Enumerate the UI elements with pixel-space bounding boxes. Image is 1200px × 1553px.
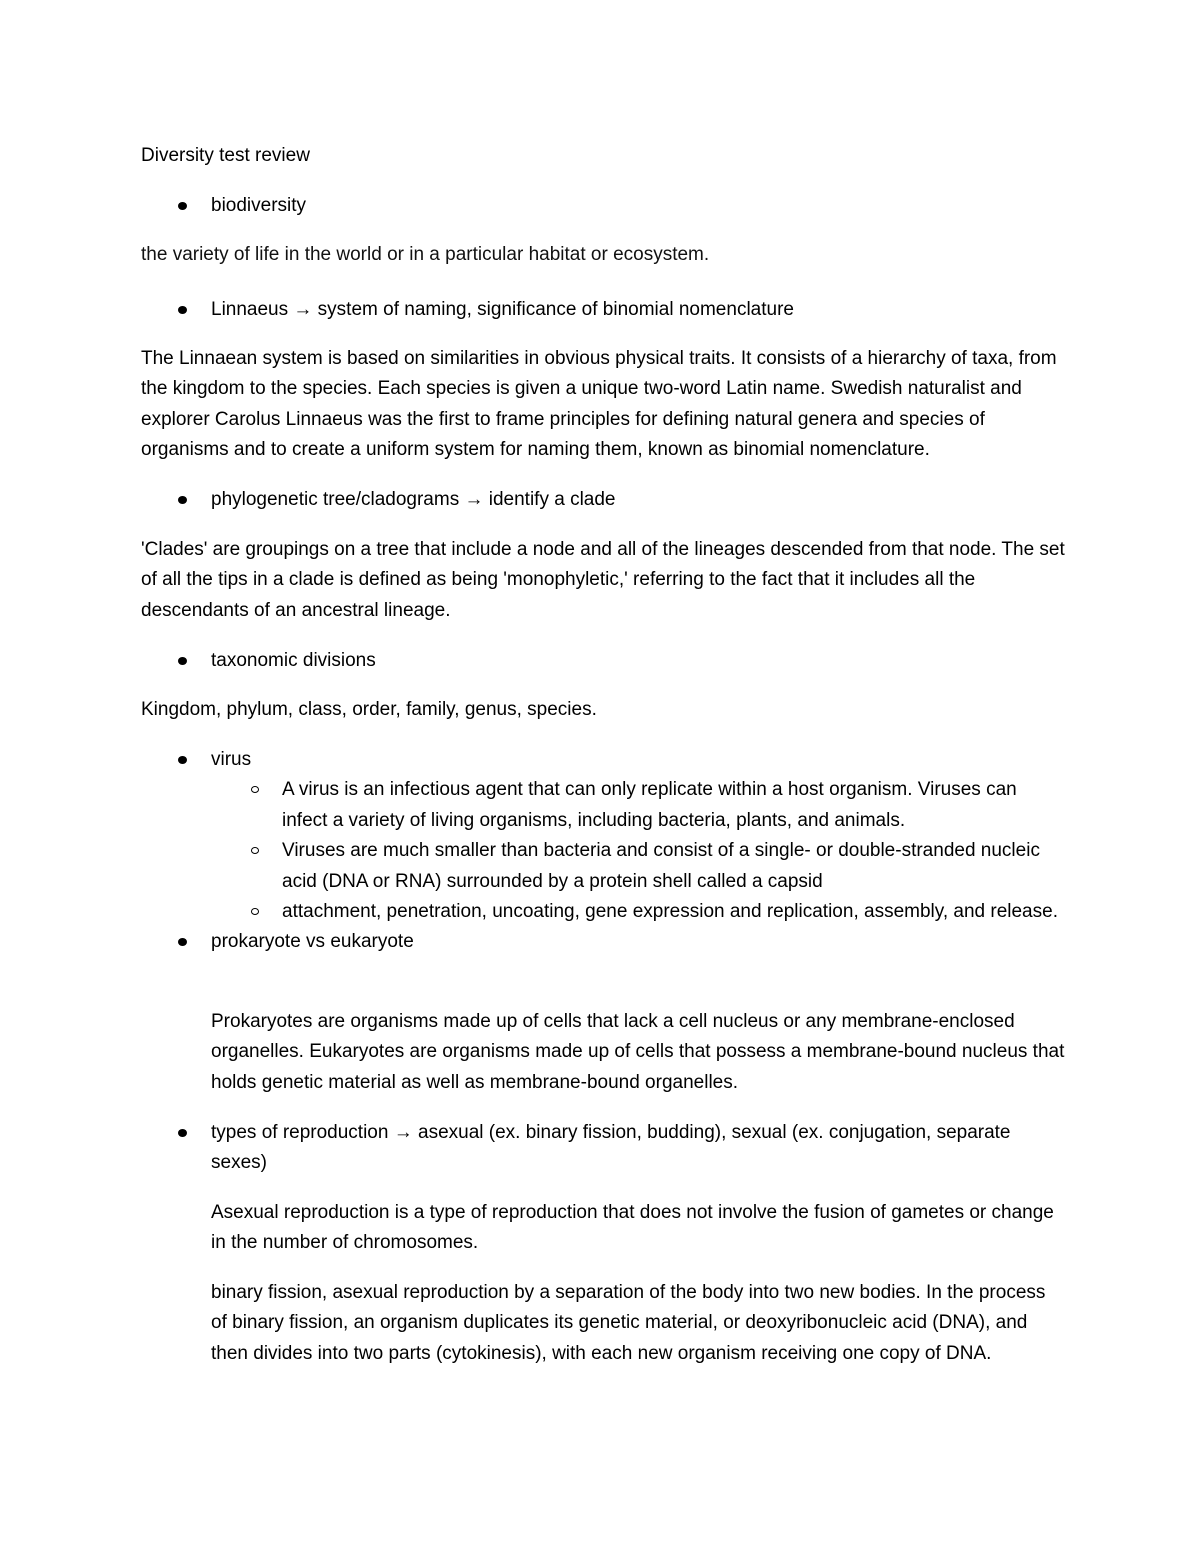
sub-bullet-icon <box>251 908 259 915</box>
bullet-icon <box>178 938 187 946</box>
bullet-item <box>141 295 1066 325</box>
bullet-linnaeus <box>141 295 1066 325</box>
sub-bullet-icon <box>251 786 259 793</box>
bullet-heading: taxonomic divisions <box>211 650 376 671</box>
sub-bullet-text: Viruses are much smaller than bacteria and consist of a single- or double-stranded nucleic acid (DNA or RNA) surrounded by a protein shell called a capsid <box>282 840 1040 892</box>
sub-bullet-item <box>141 897 1066 927</box>
document-title <box>141 141 1066 171</box>
bullet-item <box>141 485 1066 515</box>
binary-fission-paragraph <box>141 1278 1066 1369</box>
linnaeus-paragraph <box>141 344 1066 466</box>
bullet-virus <box>141 745 1066 958</box>
bullet-item <box>141 745 1066 775</box>
bullet-heading: prokaryote vs eukaryote <box>211 931 414 953</box>
paragraph-text: binary fission, asexual reproduction by a separation of the body into two new bodies. In the process of binary fission, an organism duplicates its genetic material, or deoxyribonucleic acid (DNA), and then divides into two parts (cytokinesis), with each new organism receiving one copy of DNA. <box>211 1282 1046 1364</box>
phylogenetic-paragraph <box>141 535 1066 626</box>
paragraph-text: Kingdom, phylum, class, order, family, genus, species. <box>141 699 597 720</box>
bullet-heading: types of reproduction → asexual (ex. binary fission, budding), sexual (ex. conjugation, separate sexes) <box>211 1122 1011 1174</box>
bullet-heading: virus <box>211 749 252 770</box>
bullet-icon <box>178 1129 187 1137</box>
sub-bullet-icon <box>251 847 259 854</box>
sub-bullet-item <box>141 836 1066 897</box>
bullet-icon <box>178 202 187 210</box>
bullet-taxonomic <box>141 646 1066 676</box>
bullet-heading: phylogenetic tree/cladograms → identify a clade <box>211 489 616 510</box>
bullet-icon <box>178 657 187 665</box>
paragraph-text: Asexual reproduction is a type of reproduction that does not involve the fusion of gametes or change in the number of chromosomes. <box>211 1202 1054 1254</box>
title-text: Diversity test review <box>141 145 310 166</box>
bullet-item <box>141 1118 1066 1179</box>
bullet-icon <box>178 306 187 314</box>
paragraph-text: The Linnaean system is based on similarities in obvious physical traits. It consists of a hierarchy of taxa, from the kingdom to the species. Each species is given a unique two-word Latin name. Swedish naturalist and explorer Carolus Linnaeus was the first to frame principles for defining natural genera and species of organisms and to create a uniform system for naming them, known as binomial nomenclature. <box>141 348 1057 461</box>
sub-bullet-item <box>141 775 1066 836</box>
bullet-item <box>141 927 1066 957</box>
sub-bullet-text: A virus is an infectious agent that can only replicate within a host organism. Viruses can infect a variety of living organisms, including bacteria, plants, and animals. <box>282 779 1017 831</box>
bullet-item <box>141 191 1066 221</box>
paragraph-text: Prokaryotes are organisms made up of cells that lack a cell nucleus or any membrane-enclosed organelles. Eukaryotes are organisms made up of cells that possess a membrane-bound nucleus that holds genetic material as well as membrane-bound organelles. <box>211 1011 1065 1093</box>
prokaryote-paragraph <box>141 1007 1066 1098</box>
bullet-phylogenetic <box>141 485 1066 515</box>
taxonomic-paragraph <box>141 695 1066 725</box>
bullet-biodiversity <box>141 191 1066 221</box>
asexual-paragraph <box>141 1198 1066 1259</box>
bullet-reproduction <box>141 1118 1066 1179</box>
biodiversity-definition <box>141 240 1066 270</box>
paragraph-text: the variety of life in the world or in a particular habitat or ecosystem. <box>141 244 710 265</box>
bullet-icon <box>178 496 187 504</box>
bullet-heading: Linnaeus → system of naming, significance of binomial nomenclature <box>211 299 794 320</box>
bullet-item <box>141 646 1066 676</box>
paragraph-text: 'Clades' are groupings on a tree that include a node and all of the lineages descended from that node. The set of all the tips in a clade is defined as being 'monophyletic,' referring to the fact that it includes all the descendants of an ancestral lineage. <box>141 539 1065 621</box>
sub-bullet-text: attachment, penetration, uncoating, gene expression and replication, assembly, and release. <box>282 901 1058 923</box>
bullet-icon <box>178 756 187 764</box>
bullet-heading: biodiversity <box>211 195 307 216</box>
